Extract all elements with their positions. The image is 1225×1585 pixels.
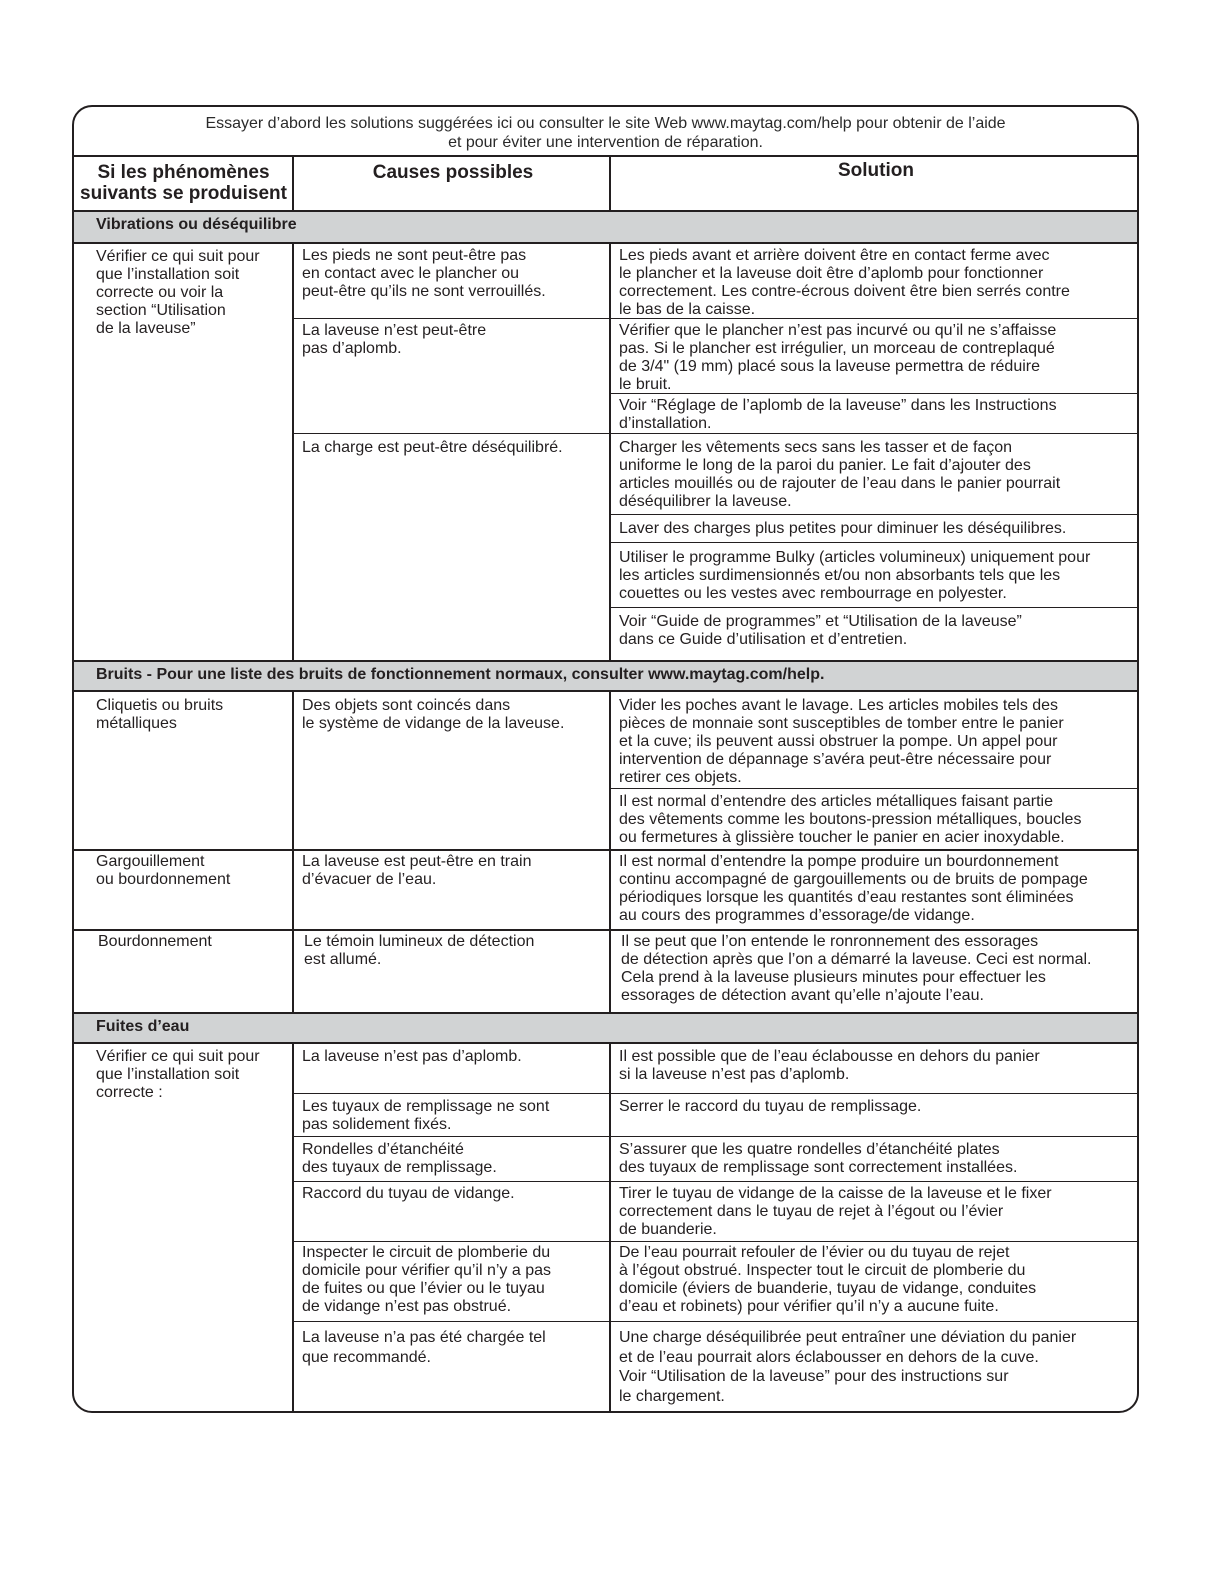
solution-text: Il est possible que de l’eau éclabousse en dehors du panier si la laveuse n’est pas d’aplomb. bbox=[619, 1048, 1040, 1083]
symptom-text: Cliquetis ou bruits métalliques bbox=[96, 697, 224, 732]
row-divider bbox=[294, 1093, 1139, 1094]
row-divider bbox=[294, 1241, 1139, 1242]
row-divider bbox=[611, 542, 1139, 543]
row-divider bbox=[294, 1321, 1139, 1322]
solution-text: Une charge déséquilibrée peut entraîner une déviation du panier et de l’eau pourrait alors éclabousser en dehors de la cuve. Voir “Utilisation de la laveuse” pour des instructions sur le chargement. bbox=[619, 1329, 1077, 1405]
cause-text: La laveuse n’est pas d’aplomb. bbox=[302, 1048, 522, 1065]
cause-text: La laveuse est peut-être en train d’évacuer de l’eau. bbox=[302, 853, 532, 888]
row-divider bbox=[611, 393, 1139, 394]
row-divider bbox=[74, 929, 1139, 931]
solution-text: Il est normal d’entendre la pompe produire un bourdonnement continu accompagné de gargouillements ou de bruits de pompage périodiques lorsque les quantités d’eau restantes sont éliminées au cours des programmes d’essorage/de vidange. bbox=[619, 853, 1088, 924]
section-title: Fuites d’eau bbox=[74, 1012, 1137, 1044]
section-title: Bruits - Pour une liste des bruits de fonctionnement normaux, consulter www.maytag.com/help. bbox=[74, 660, 1137, 692]
symptom-text: Vérifier ce qui suit pour que l’installation soit correcte ou voir la section “Utilisation de la laveuse” bbox=[96, 248, 260, 337]
solution-text: Charger les vêtements secs sans les tasser et de façon uniforme le long de la paroi du panier. Le fait d’ajouter des articles mouillés ou de rajouter de l’eau dans le panier pourrait déséquilibrer la laveuse. bbox=[619, 439, 1061, 510]
section-title: Vibrations ou déséquilibre bbox=[74, 210, 1137, 244]
troubleshooting-table bbox=[72, 105, 1139, 1413]
row-divider bbox=[611, 514, 1139, 515]
cause-text: La laveuse n’est peut-être pas d’aplomb. bbox=[302, 322, 487, 357]
solution-text: Les pieds avant et arrière doivent être en contact ferme avec le plancher et la laveuse doit être d’aplomb pour fonctionner correctement. Les contre-écrous doivent être bien serrés contre le bas de la caisse. bbox=[619, 247, 1070, 318]
cause-text: Les pieds ne sont peut-être pas en contact avec le plancher ou peut-être qu’ils ne sont verrouillés. bbox=[302, 247, 546, 300]
cause-text: Inspecter le circuit de plomberie du domicile pour vérifier qu’il n’y a pas de fuites ou que l’évier ou le tuyau de vidange n’est pas obstrué. bbox=[302, 1244, 551, 1315]
cause-text: La charge est peut-être déséquilibré. bbox=[302, 439, 563, 456]
row-divider bbox=[611, 433, 1139, 434]
symptom-text: Bourdonnement bbox=[98, 933, 212, 950]
solution-text: De l’eau pourrait refouler de l’évier ou du tuyau de rejet à l’égout obstrué. Inspecter tout le circuit de plomberie du domicile (éviers de buanderie, tuyau de vidange, conduites d’eau et robinets) pour vérifier qu’il n’y a aucune fuite. bbox=[619, 1244, 1037, 1315]
solution-text: Il se peut que l’on entende le ronronnement des essorages de détection après que l’on a démarré la laveuse. Ceci est normal. Cela prend à la laveuse plusieurs minutes pour effectuer les essorages de détection avant qu’elle n’ajoute l’eau. bbox=[621, 933, 1092, 1004]
col-divider bbox=[292, 691, 294, 1013]
solution-text: S’assurer que les quatre rondelles d’étanchéité plates des tuyaux de remplissage sont correctement installées. bbox=[619, 1141, 1018, 1176]
solution-text: Laver des charges plus petites pour diminuer les déséquilibres. bbox=[619, 520, 1067, 537]
solution-text: Vider les poches avant le lavage. Les articles mobiles tels des pièces de monnaie sont susceptibles de tomber entre le panier et la cuve; ils peuvent aussi obstruer la pompe. Un appel pour intervention de dépannage s’avéra peut-être nécessaire pour retirer ces objets. bbox=[619, 697, 1064, 786]
solution-text: Tirer le tuyau de vidange de la caisse de la laveuse et le fixer correctement dans le tuyau de rejet à l’égout ou l’évier de buanderie. bbox=[619, 1185, 1052, 1238]
col-divider bbox=[609, 1043, 611, 1413]
cause-text: Rondelles d’étanchéité des tuyaux de remplissage. bbox=[302, 1141, 497, 1176]
solution-text: Serrer le raccord du tuyau de remplissage. bbox=[619, 1098, 922, 1115]
row-divider bbox=[294, 433, 610, 434]
row-divider bbox=[611, 788, 1139, 789]
header-symptoms: Si les phénomènes suivants se produisent bbox=[80, 162, 287, 204]
row-divider bbox=[294, 1136, 1139, 1137]
col-divider bbox=[292, 1043, 294, 1413]
solution-text: Utiliser le programme Bulky (articles volumineux) uniquement pour les articles surdimensionnés et/ou non absorbants tels que les couettes ou les vestes avec rembourrage en polyester. bbox=[619, 549, 1091, 602]
solution-text: Voir “Guide de programmes” et “Utilisation de la laveuse” dans ce Guide d’utilisation et d’entretien. bbox=[619, 613, 1022, 648]
row-divider bbox=[611, 318, 1139, 319]
cause-text: Raccord du tuyau de vidange. bbox=[302, 1185, 515, 1202]
intro-text: Essayer d’abord les solutions suggérées ici ou consulter le site Web www.maytag.com/help pour obtenir de l’aide et pour éviter une intervention de réparation. bbox=[74, 107, 1137, 157]
symptom-text: Gargouillement ou bourdonnement bbox=[96, 853, 231, 888]
col-divider bbox=[609, 691, 611, 1013]
solution-text: Il est normal d’entendre des articles métalliques faisant partie des vêtements comme les boutons-pression métalliques, boucles ou fermetures à glissière toucher le panier en acier inoxydable. bbox=[619, 793, 1082, 846]
row-divider bbox=[74, 849, 1139, 851]
cause-text: Les tuyaux de remplissage ne sont pas solidement fixés. bbox=[302, 1098, 550, 1133]
cause-text: Le témoin lumineux de détection est allumé. bbox=[304, 933, 535, 968]
col-divider bbox=[609, 243, 611, 663]
row-divider bbox=[611, 607, 1139, 608]
col-divider bbox=[609, 157, 611, 214]
col-divider bbox=[292, 157, 294, 214]
solution-text: Vérifier que le plancher n’est pas incurvé ou qu’il ne s’affaisse pas. Si le plancher est irrégulier, un morceau de contreplaqué de 3/4" (19 mm) placé sous la laveuse permettra de réduire le bruit. bbox=[619, 322, 1057, 393]
cause-text: Des objets sont coincés dans le système de vidange de la laveuse. bbox=[302, 697, 565, 732]
solution-text: Voir “Réglage de l’aplomb de la laveuse” dans les Instructions d’installation. bbox=[619, 397, 1057, 432]
cause-text: La laveuse n’a pas été chargée tel que recommandé. bbox=[302, 1329, 546, 1366]
row-divider bbox=[294, 318, 610, 319]
row-divider bbox=[294, 1181, 1139, 1182]
header-causes: Causes possibles bbox=[372, 162, 534, 183]
col-divider bbox=[292, 243, 294, 663]
header-solution: Solution bbox=[838, 160, 914, 181]
symptom-text: Vérifier ce qui suit pour que l’installation soit correcte : bbox=[96, 1048, 260, 1101]
